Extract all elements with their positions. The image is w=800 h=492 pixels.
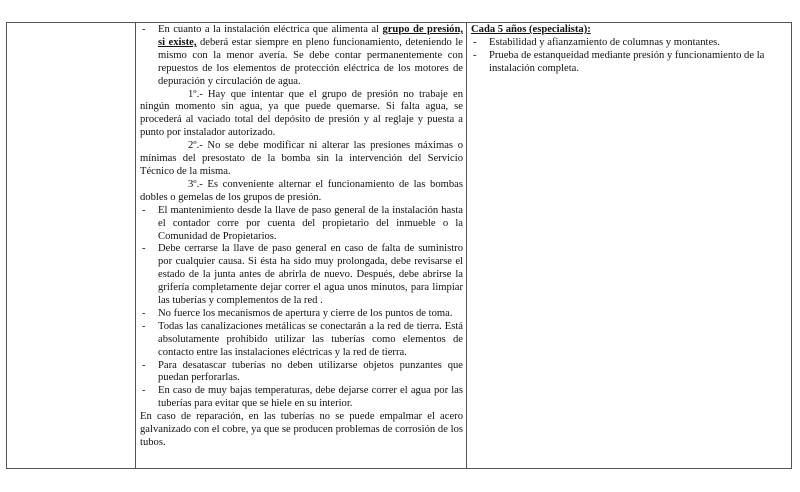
list-item — [140, 205, 463, 244]
list-item — [140, 360, 463, 386]
list-item — [471, 37, 788, 50]
list-item — [140, 243, 463, 308]
item-text: Prueba de estanqueidad mediante presión y funcionamiento de la instalación completa. — [489, 49, 765, 74]
bullet-dash: - — [142, 307, 146, 319]
middle-cell — [136, 23, 467, 468]
numbered-paragraph-2: 2º.- No se debe modificar ni alterar las presiones máximas o mínimas del presostato de la bomba sin la intervención del Servicio Técnico de la misma. — [140, 140, 463, 177]
item-text-after: deberá estar siempre en pleno funcionamiento, deteniendo le mismo con la menor avería. Se debe contar permanentemente con repuestos de los elementos de protección eléctrica de los motores de depuración y circulación de agua. — [158, 36, 463, 87]
list-item — [140, 321, 463, 360]
item-text: El mantenimiento desde la llave de paso general de la instalación hasta el contador corre por cuenta del propietario del inmueble o la Comunidad de Propietarios. — [158, 204, 463, 242]
bullet-dash: - — [142, 320, 146, 332]
item-text: No fuerce los mecanismos de apertura y cierre de los puntos de toma. — [158, 307, 453, 319]
list-item — [471, 50, 788, 76]
maintenance-table — [6, 22, 792, 469]
item-text: Todas las canalizaciones metálicas se conectarán a la red de tierra. Está absolutamente prohibido utilizar las tuberías como elementos de contacto entre las instalaciones eléctricas y la red de tierra. — [158, 320, 463, 358]
item-text: En caso de muy bajas temperaturas, debe dejarse correr el agua por las tuberías para evitar que se hiele en su interior. — [158, 385, 463, 410]
section-heading: Cada 5 años (especialista): — [471, 24, 591, 35]
item-text-before: En cuanto a la instalación eléctrica que alimenta al — [158, 24, 383, 35]
bullet-dash: - — [142, 359, 146, 371]
item-text: Debe cerrarse la llave de paso general en caso de falta de suministro por cualquier causa. Si ésta ha sido muy prolongada, debe revisarse el estado de la junta antes de abrirla de nuevo. Después, debe abrirse la grifería completamente dejar correr el agua unos minutos, para limpiar las tuberías y complementos de la red . — [158, 243, 463, 307]
bullet-dash: - — [473, 49, 477, 61]
left-empty-cell — [7, 23, 136, 468]
item-text: Estabilidad y afianzamiento de columnas y montantes. — [489, 36, 720, 48]
closing-paragraph: En caso de reparación, en las tuberías no se puede empalmar el acero galvanizado con el cobre, ya que se producen problemas de corrosión de los tubos. — [140, 411, 463, 448]
numbered-paragraph-3: 3º.- Es conveniente alternar el funcionamiento de las bombas dobles o gemelas de los grupos de presión. — [140, 178, 463, 203]
bullet-dash: - — [142, 243, 146, 255]
item-emphasis: grupo de presión, si existe, — [158, 24, 463, 48]
bullet-dash: - — [473, 36, 477, 48]
list-item-grupo-presion — [140, 24, 463, 89]
numbered-paragraph-1: 1º.- Hay que intentar que el grupo de presión no trabaje en ningún momento sin agua, ya que puede quemarse. Si falta agua, se procederá al vaciado total del depósito de presión y al reglaje y puesta a punto por instalador autorizado. — [140, 88, 463, 139]
bullet-dash: - — [142, 385, 146, 397]
list-item — [140, 385, 463, 411]
bullet-dash: - — [142, 204, 146, 216]
list-item — [140, 308, 463, 321]
bullet-dash: - — [142, 24, 146, 35]
right-cell — [467, 23, 791, 468]
item-text: Para desatascar tuberías no deben utilizarse objetos punzantes que puedan perforarlas. — [158, 359, 463, 384]
